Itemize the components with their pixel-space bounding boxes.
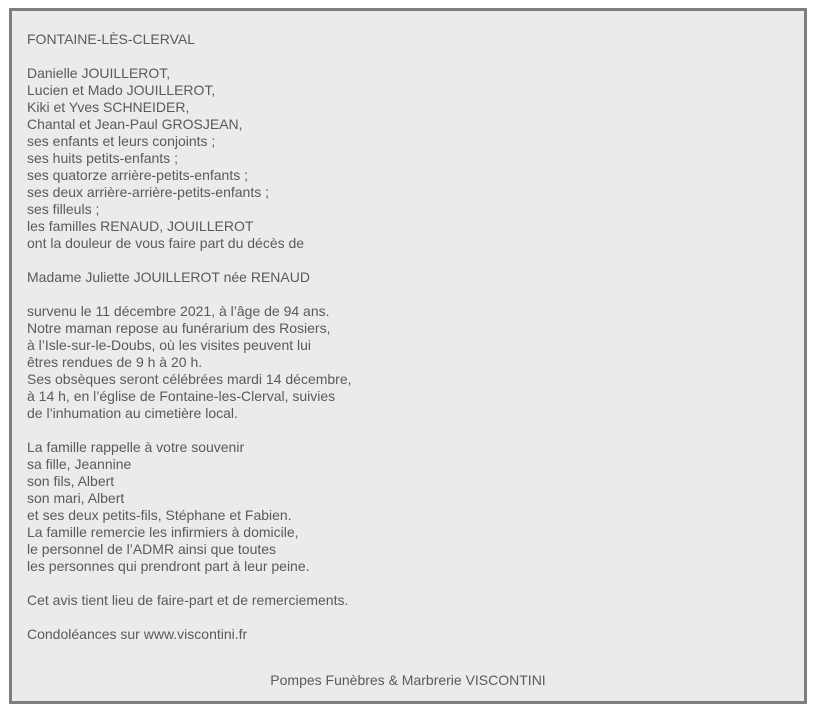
obituary-notice <box>9 8 807 704</box>
spacer <box>27 609 787 626</box>
spacer <box>27 252 787 269</box>
remembrance-line: et ses deux petits-fils, Stéphane et Fabien. <box>27 507 292 523</box>
notice-body <box>27 31 787 643</box>
remembrance-line: La famille rappelle à votre souvenir <box>27 439 245 455</box>
spacer <box>27 286 787 303</box>
condolences-text: Condoléances sur www.viscontini.fr <box>27 626 248 642</box>
funeral-home-footer: Pompes Funèbres & Marbrerie VISCONTINI <box>270 672 546 688</box>
remembrance-line: La famille remercie les infirmiers à domicile, <box>27 524 299 540</box>
remembrance-section <box>27 439 787 575</box>
details-line: êtres rendues de 9 h à 20 h. <box>27 354 203 370</box>
family-line: Danielle JOUILLEROT, <box>27 65 171 81</box>
family-list <box>27 65 787 252</box>
family-line: ses quatorze arrière-petits-enfants ; <box>27 167 248 183</box>
remembrance-line: son fils, Albert <box>27 473 115 489</box>
location-heading: FONTAINE-LÈS-CLERVAL <box>27 31 196 47</box>
family-line: ont la douleur de vous faire part du décès de <box>27 235 305 251</box>
funeral-details <box>27 303 787 422</box>
family-line: Kiki et Yves SCHNEIDER, <box>27 99 190 115</box>
spacer <box>27 48 787 65</box>
family-line: Lucien et Mado JOUILLEROT, <box>27 82 216 98</box>
spacer <box>27 575 787 592</box>
closing-note: Cet avis tient lieu de faire-part et de remerciements. <box>27 592 349 608</box>
family-line: les familles RENAUD, JOUILLEROT <box>27 218 254 234</box>
details-line: Ses obsèques seront célébrées mardi 14 décembre, <box>27 371 352 387</box>
remembrance-line: les personnes qui prendront part à leur peine. <box>27 558 310 574</box>
deceased-name: Madame Juliette JOUILLEROT née RENAUD <box>27 269 310 285</box>
family-line: Chantal et Jean-Paul GROSJEAN, <box>27 116 243 132</box>
family-line: ses huits petits-enfants ; <box>27 150 178 166</box>
family-line: ses deux arrière-arrière-petits-enfants ; <box>27 184 269 200</box>
remembrance-line: son mari, Albert <box>27 490 125 506</box>
details-line: Notre maman repose au funérarium des Rosiers, <box>27 320 331 336</box>
remembrance-line: sa fille, Jeannine <box>27 456 132 472</box>
details-line: de l’inhumation au cimetière local. <box>27 405 238 421</box>
spacer <box>27 422 787 439</box>
details-line: survenu le 11 décembre 2021, à l’âge de 94 ans. <box>27 303 330 319</box>
details-line: à 14 h, en l’église de Fontaine-les-Clerval, suivies <box>27 388 336 404</box>
family-line: ses filleuls ; <box>27 201 100 217</box>
details-line: à l’Isle-sur-le-Doubs, où les visites peuvent lui <box>27 337 312 353</box>
family-line: ses enfants et leurs conjoints ; <box>27 133 216 149</box>
remembrance-line: le personnel de l’ADMR ainsi que toutes <box>27 541 277 557</box>
